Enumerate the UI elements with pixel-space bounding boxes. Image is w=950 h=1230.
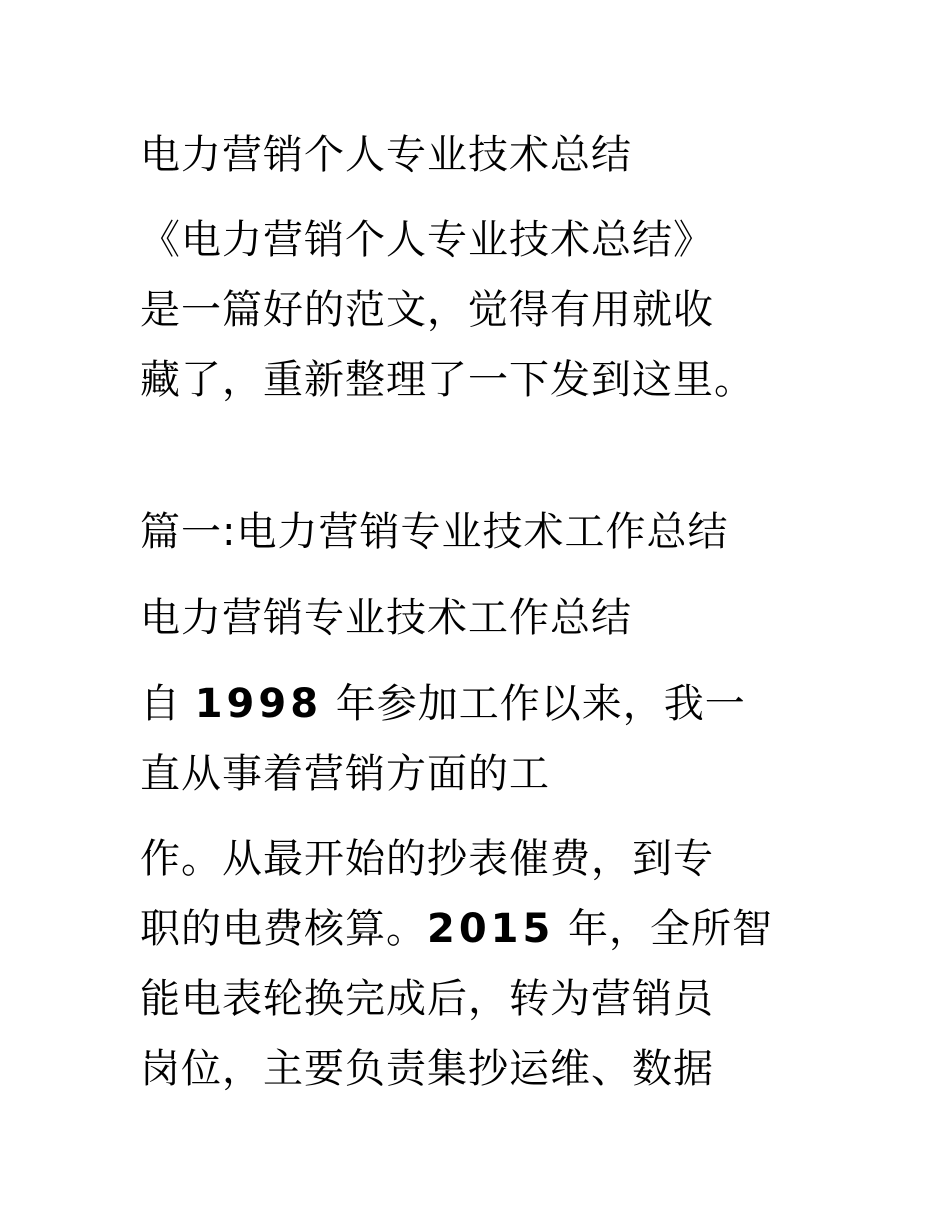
para2-line-4: 岗位，主要负责集抄运维、数据 (140, 1046, 714, 1092)
para1-line-1-pre: 自 (140, 681, 195, 727)
section-title: 电力营销专业技术工作总结 (140, 595, 632, 641)
para2-line-3: 能电表轮换完成后，转为营销员 (140, 976, 714, 1022)
document-title: 电力营销个人专业技术总结 (140, 132, 632, 178)
year-2015: 2015 (427, 906, 555, 952)
para2-line-2 (140, 905, 773, 953)
intro-line-1: 《电力营销个人专业技术总结》 (140, 217, 714, 263)
para1-line-1-post: 年参加工作以来，我一 (322, 681, 746, 727)
para2-line-1: 作。从最开始的抄表催费，到专 (140, 836, 714, 882)
intro-line-2: 是一篇好的范文，觉得有用就收 (140, 287, 714, 333)
para1-line-2: 直从事着营销方面的工 (140, 751, 550, 797)
section-heading: 篇一:电力营销专业技术工作总结 (140, 509, 729, 555)
intro-line-3: 藏了，重新整理了一下发到这里。 (140, 357, 755, 403)
year-1998: 1998 (194, 681, 323, 727)
para1-line-1 (140, 680, 746, 728)
para2-line-2-post: 年，全所智 (554, 906, 774, 952)
para2-line-2-pre: 职的电费核算。 (140, 906, 427, 952)
